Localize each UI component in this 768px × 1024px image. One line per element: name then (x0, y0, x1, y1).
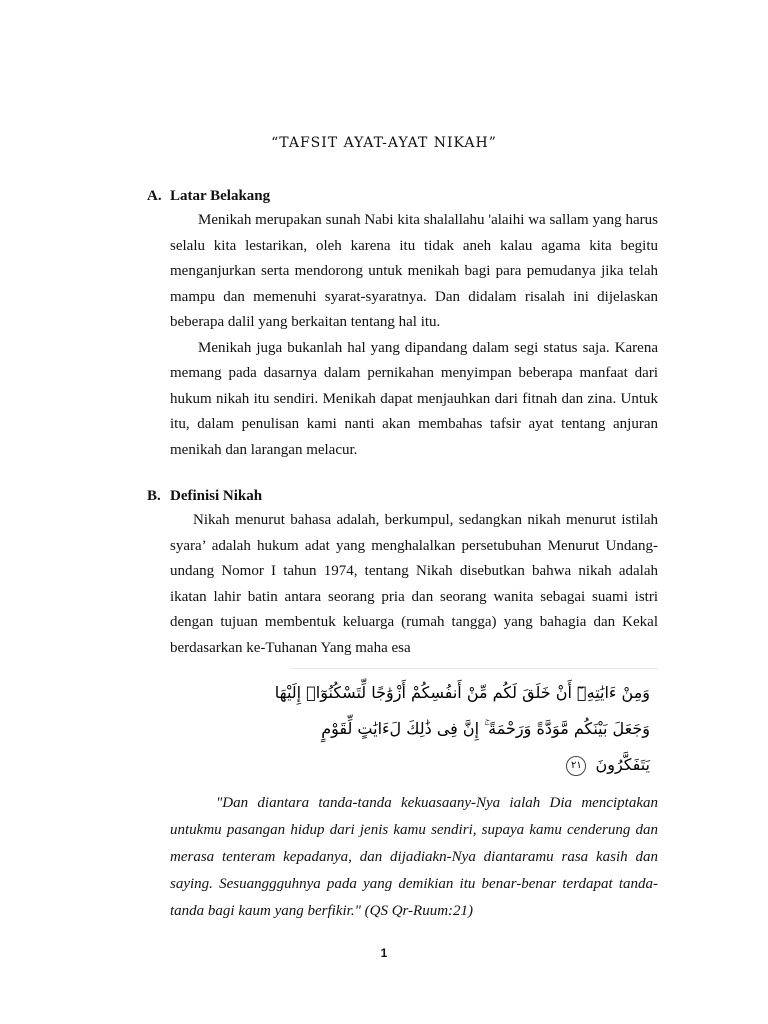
paragraph: Menikah merupakan sunah Nabi kita shalallahu 'alaihi wa sallam yang harus selalu kita lestarikan, oleh karena itu tidak aneh kalau agama kita begitu menganjurkan serta mendorong untuk menikah bagi para pemudanya jika telah mampu dan memenuhi syarat-syaratnya. Dan didalam risalah ini dijelaskan beberapa dalil yang berkaitan tentang hal itu. (170, 212, 658, 330)
section-a-body (170, 208, 658, 463)
ayah-number-marker: ٢١ (566, 756, 586, 776)
paragraph: Menikah juga bukanlah hal yang dipandang dalam segi status saja. Karena memang pada dasarnya dalam pernikahan menyimpan beberapa manfaat dari hukum nikah itu sendiri. Menikah dapat menjauhkan dari fitnah dan zina. Untuk itu, dalam penulisan kami nanti akan membahas tafsir ayat tentang anjuran menikah dan larangan melacur. (170, 339, 658, 458)
section-letter: A. (147, 188, 162, 204)
section-heading-a (147, 188, 270, 205)
arabic-line: وَجَعَلَ بَيْنَكُم مَّوَدَّةً وَرَحْمَةً ۚ إِنَّ فِى ذَٰلِكَ لَءَايَٰتٍ لِّقَوْمٍ (321, 719, 650, 738)
arabic-line-last (566, 755, 650, 776)
arabic-line-text: يَتَفَكَّرُونَ (595, 755, 650, 774)
section-heading-b (147, 488, 262, 505)
arabic-line: وَمِنْ ءَايَٰتِهِۦٓ أَنْ خَلَقَ لَكُم مِّنْ أَنفُسِكُمْ أَزْوَٰجًا لِّتَسْكُنُوٓا۟ إِلَيْهَا (274, 683, 650, 702)
paragraph: Nikah menurut bahasa adalah, berkumpul, sedangkan nikah menurut istilah syara’ adalah hukum adat yang menghalalkan persetubuhan Menurut Undang-undang Nomor I tahun 1974, tentang Nikah disebutkan bahwa nikah adalah ikatan lahir batin antara seorang pria dan seorang wanita sebagai suami istri dengan tujuan membentuk keluarga (rumah tangga) yang bahagia dan Kekal berdasarkan ke-Tuhanan Yang maha esa (170, 512, 658, 656)
section-letter: B. (147, 488, 161, 504)
section-title: Latar Belakang (170, 188, 271, 204)
page-number: 1 (380, 946, 388, 960)
verse-translation (170, 790, 658, 925)
section-title: Definisi Nikah (170, 488, 263, 504)
section-b-body (170, 508, 658, 661)
page-title: “TAFSIT AYAT-AYAT NIKAH” (271, 135, 497, 151)
arabic-verse (274, 668, 658, 785)
translation-text: "Dan diantara tanda-tanda kekuasaany-Nya ialah Dia menciptakan untukmu pasangan hidup dari jenis kamu sendiri, supaya kamu cenderung dan merasa tenteram kepadanya, dan dijadiakn-Nya diantaramu rasa kasih dan saying. Sesuanggguhnya pada yang demikian itu benar-benar terdapat tanda-tanda bagi kaum yang berfikir." (QS Qr-Ruum:21) (170, 795, 658, 919)
